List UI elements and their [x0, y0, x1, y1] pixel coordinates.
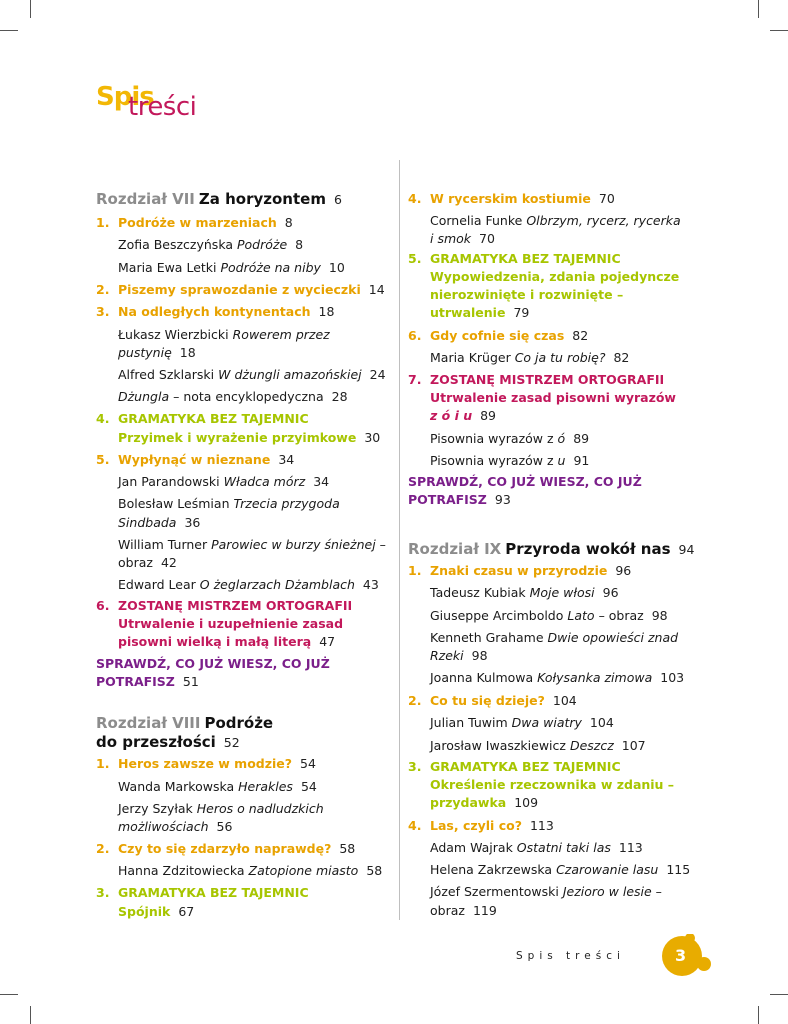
reading-entry: Joanna Kulmowa Kołysanka zimowa 103	[430, 670, 685, 685]
section-entry-cont: pisowni wielką i małą literą 47	[118, 634, 336, 649]
section-entry-cont: Utrwalenie i uzupełnienie zasad	[118, 616, 344, 631]
reading-entry-cont: Rzeki 98	[430, 648, 488, 663]
section-entry-cont: Spójnik 67	[118, 904, 195, 919]
reading-entry-cont: Sindbada 36	[118, 515, 201, 530]
section-entry: 3. GRAMATYKA BEZ TAJEMNIC	[408, 759, 621, 774]
section-entry-cont: Utrwalenie zasad pisowni wyrazów	[430, 390, 676, 405]
section-entry: 1. Znaki czasu w przyrodzie 96	[408, 563, 632, 578]
section-entry: 7. ZOSTANĘ MISTRZEM ORTOGRAFII	[408, 372, 665, 387]
section-entry: 4. GRAMATYKA BEZ TAJEMNIC	[96, 411, 309, 426]
section-entry-cont: Przyimek i wyrażenie przyimkowe 30	[118, 430, 381, 445]
reading-entry: Kenneth Grahame Dwie opowieści znad	[430, 630, 679, 645]
reading-entry: Pisownia wyrazów z u 91	[430, 453, 590, 468]
reading-entry: Adam Wajrak Ostatni taki las 113	[430, 840, 643, 855]
reading-entry: Edward Lear O żeglarzach Dżamblach 43	[118, 577, 379, 592]
footer-running-title: Spis treści	[516, 950, 625, 962]
page-number-badge	[660, 934, 704, 978]
chapter-heading: Rozdział VIII Podróże	[96, 714, 274, 732]
reading-entry: Jerzy Szyłak Heros o nadludzkich	[118, 801, 324, 816]
reading-entry: Maria Krüger Co ja tu robię? 82	[430, 350, 630, 365]
review-entry: SPRAWDŹ, CO JUŻ WIESZ, CO JUŻ	[96, 656, 330, 671]
page-number: 3	[675, 946, 687, 965]
reading-entry: Alfred Szklarski W dżungli amazońskiej 24	[118, 367, 386, 382]
chapter-heading-cont: do przeszłości 52	[96, 733, 240, 751]
chapter-heading	[96, 190, 342, 208]
reading-entry: Bolesław Leśmian Trzecia przygoda	[118, 496, 340, 511]
reading-entry: Giuseppe Arcimboldo Lato – obraz 98	[430, 608, 668, 623]
review-entry: SPRAWDŹ, CO JUŻ WIESZ, CO JUŻ	[408, 474, 642, 489]
section-entry: 3. Na odległych kontynentach 18	[96, 304, 335, 319]
chapter-label: Rozdział VII	[96, 190, 195, 208]
reading-entry: Łukasz Wierzbicki Rowerem przez	[118, 327, 330, 342]
section-entry: 6. ZOSTANĘ MISTRZEM ORTOGRAFII	[96, 598, 353, 613]
reading-entry: Helena Zakrzewska Czarowanie lasu 115	[430, 862, 691, 877]
reading-entry-cont: obraz 119	[430, 903, 497, 918]
chapter-heading: Rozdział IX Przyroda wokół nas 94	[408, 540, 695, 558]
reading-entry: Hanna Zdzitowiecka Zatopione miasto 58	[118, 863, 383, 878]
reading-entry: Wanda Markowska Herakles 54	[118, 779, 317, 794]
crop-mark	[30, 1006, 31, 1024]
chapter-title: Za horyzontem	[198, 190, 326, 208]
crop-mark	[30, 0, 31, 18]
reading-entry: Jan Parandowski Władca mórz 34	[118, 474, 330, 489]
section-entry: 3. GRAMATYKA BEZ TAJEMNIC	[96, 885, 309, 900]
reading-entry-cont: i smok 70	[430, 231, 495, 246]
reading-entry: Cornelia Funke Olbrzym, rycerz, rycerka	[430, 213, 681, 228]
section-entry: 2. Czy to się zdarzyło naprawdę? 58	[96, 841, 356, 856]
section-entry: 6. Gdy cofnie się czas 82	[408, 328, 589, 343]
section-entry: 2. Co tu się dzieje? 104	[408, 693, 577, 708]
section-entry: 1. Heros zawsze w modzie? 54	[96, 756, 316, 771]
crop-mark	[770, 30, 788, 31]
page-number: 6	[333, 192, 342, 207]
reading-entry: Maria Ewa Letki Podróże na niby 10	[118, 260, 345, 275]
crop-mark	[0, 30, 18, 31]
reading-entry: Tadeusz Kubiak Moje włosi 96	[430, 585, 619, 600]
reading-entry: Józef Szermentowski Jezioro w lesie –	[430, 884, 662, 899]
section-entry: 4. Las, czyli co? 113	[408, 818, 554, 833]
reading-entry: Zofia Beszczyńska Podróże 8	[118, 237, 304, 252]
crop-mark	[770, 994, 788, 995]
column-divider	[399, 160, 400, 920]
section-entry: 5. GRAMATYKA BEZ TAJEMNIC	[408, 251, 621, 266]
reading-entry-cont: pustynię 18	[118, 345, 196, 360]
section-entry-cont: Wypowiedzenia, zdania pojedyncze	[430, 269, 680, 284]
reading-entry: William Turner Parowiec w burzy śnieżnej –	[118, 537, 386, 552]
reading-entry-cont: obraz 42	[118, 555, 177, 570]
crop-mark	[0, 994, 18, 995]
badge-blob-icon	[660, 934, 720, 984]
reading-entry: Jarosław Iwaszkiewicz Deszcz 107	[430, 738, 646, 753]
logo-word-spis: Spis	[96, 82, 154, 112]
section-entry: 5. Wypłynąć w nieznane 34	[96, 452, 295, 467]
section-entry: 2. Piszemy sprawozdanie z wycieczki 14	[96, 282, 385, 297]
review-entry-cont: POTRAFISZ 51	[96, 674, 199, 689]
logo-word-tresci: treści	[128, 92, 197, 122]
review-entry-cont: POTRAFISZ 93	[408, 492, 511, 507]
section-entry-cont: nierozwinięte i rozwinięte –	[430, 287, 624, 302]
reading-entry-cont: możliwościach 56	[118, 819, 233, 834]
section-entry: 4. W rycerskim kostiumie 70	[408, 191, 615, 206]
crop-mark	[758, 0, 759, 18]
section-entry: 1. Podróże w marzeniach 8	[96, 215, 293, 230]
reading-entry: Pisownia wyrazów z ó 89	[430, 431, 590, 446]
section-entry-cont: Określenie rzeczownika w zdaniu –	[430, 777, 675, 792]
section-entry-cont: utrwalenie 79	[430, 305, 530, 320]
reading-entry: Dżungla – nota encyklopedyczna 28	[118, 389, 348, 404]
page-title-logo	[96, 78, 216, 128]
section-entry-cont: przydawka 109	[430, 795, 539, 810]
reading-entry: Julian Tuwim Dwa wiatry 104	[430, 715, 614, 730]
section-entry-cont: z ó i u 89	[430, 408, 497, 423]
crop-mark	[758, 1006, 759, 1024]
